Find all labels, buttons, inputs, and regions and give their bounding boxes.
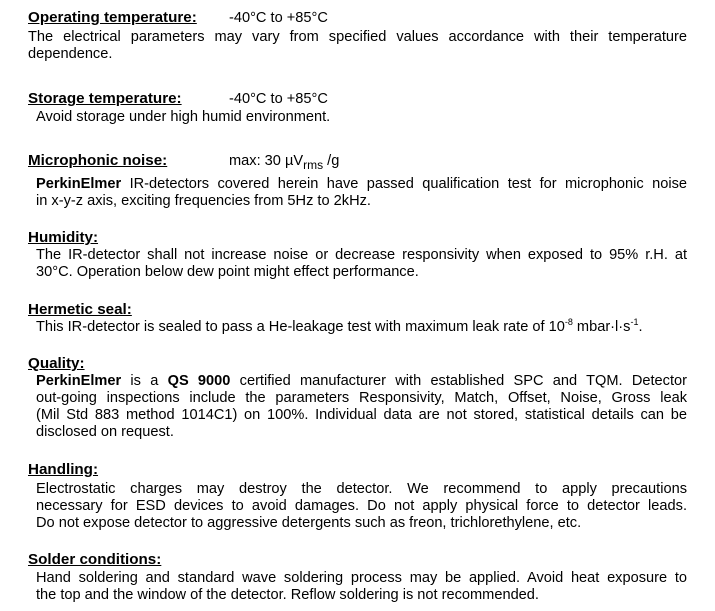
hermetic-seal-text: This IR-detector is sealed to pass a He-leakage test with maximum leak rate of $10^{-8}$ $mbar\cdot l\cdot s^{-1}$. [36,317,643,335]
quality-title: Quality: [28,355,85,372]
operating-temperature-value: -40°C to +85°C [229,10,328,26]
quality-text: PerkinElmer is a QS 9000 certified manufacturer with established SPC and TQM. Detector out-going inspections include the parameters Responsivity, Match, Offset, Noise, Gross leak (Mil Std 883 method 1014C1) on 100%. Individual data are not stored, statistical details can be disclosed on request. [36,373,687,440]
storage-temperature-value: -40°C to +85°C [229,91,328,107]
solder-conditions-title: Solder conditions: [28,551,162,568]
microphonic-noise-value: max: 30 µV$_{rms}$ /g [229,153,340,172]
operating-temperature-text: The electrical parameters may vary from specified values accordance with their temperature dependence. [28,29,687,62]
microphonic-noise-text: PerkinElmer IR-detectors covered herein have passed qualification test for microphonic noise in x-y-z axis, exciting frequencies from 5Hz to 2kHz. [36,176,687,209]
brand-name: PerkinElmer [36,176,122,192]
certification: QS 9000 [167,373,231,389]
hermetic-seal-title: Hermetic seal: [28,301,132,318]
operating-temperature-title: Operating temperature: [28,9,197,26]
humidity-title: Humidity: [28,229,99,246]
brand-name: PerkinElmer [36,373,122,389]
solder-conditions-text: Hand soldering and standard wave soldering process may be applied. Avoid heat exposure to the top and the window of the detector. Reflow soldering is not recommended. [36,570,687,603]
storage-temperature-text: Avoid storage under high humid environment. [36,109,331,125]
storage-temperature-title: Storage temperature: [28,90,182,107]
handling-title: Handling: [28,461,99,478]
handling-text: Electrostatic charges may destroy the detector. We recommend to apply precautions necessary for ESD devices to avoid damages. Do not apply physical force to detector leads. Do not expose detector to aggressive detergents such as freon, trichlorethylene, etc. [36,481,687,531]
microphonic-noise-title: Microphonic noise: [28,152,168,169]
humidity-text: The IR-detector shall not increase noise or decrease responsivity when exposed to 95% r.H. at 30°C. Operation below dew point might effect performance. [36,247,687,280]
